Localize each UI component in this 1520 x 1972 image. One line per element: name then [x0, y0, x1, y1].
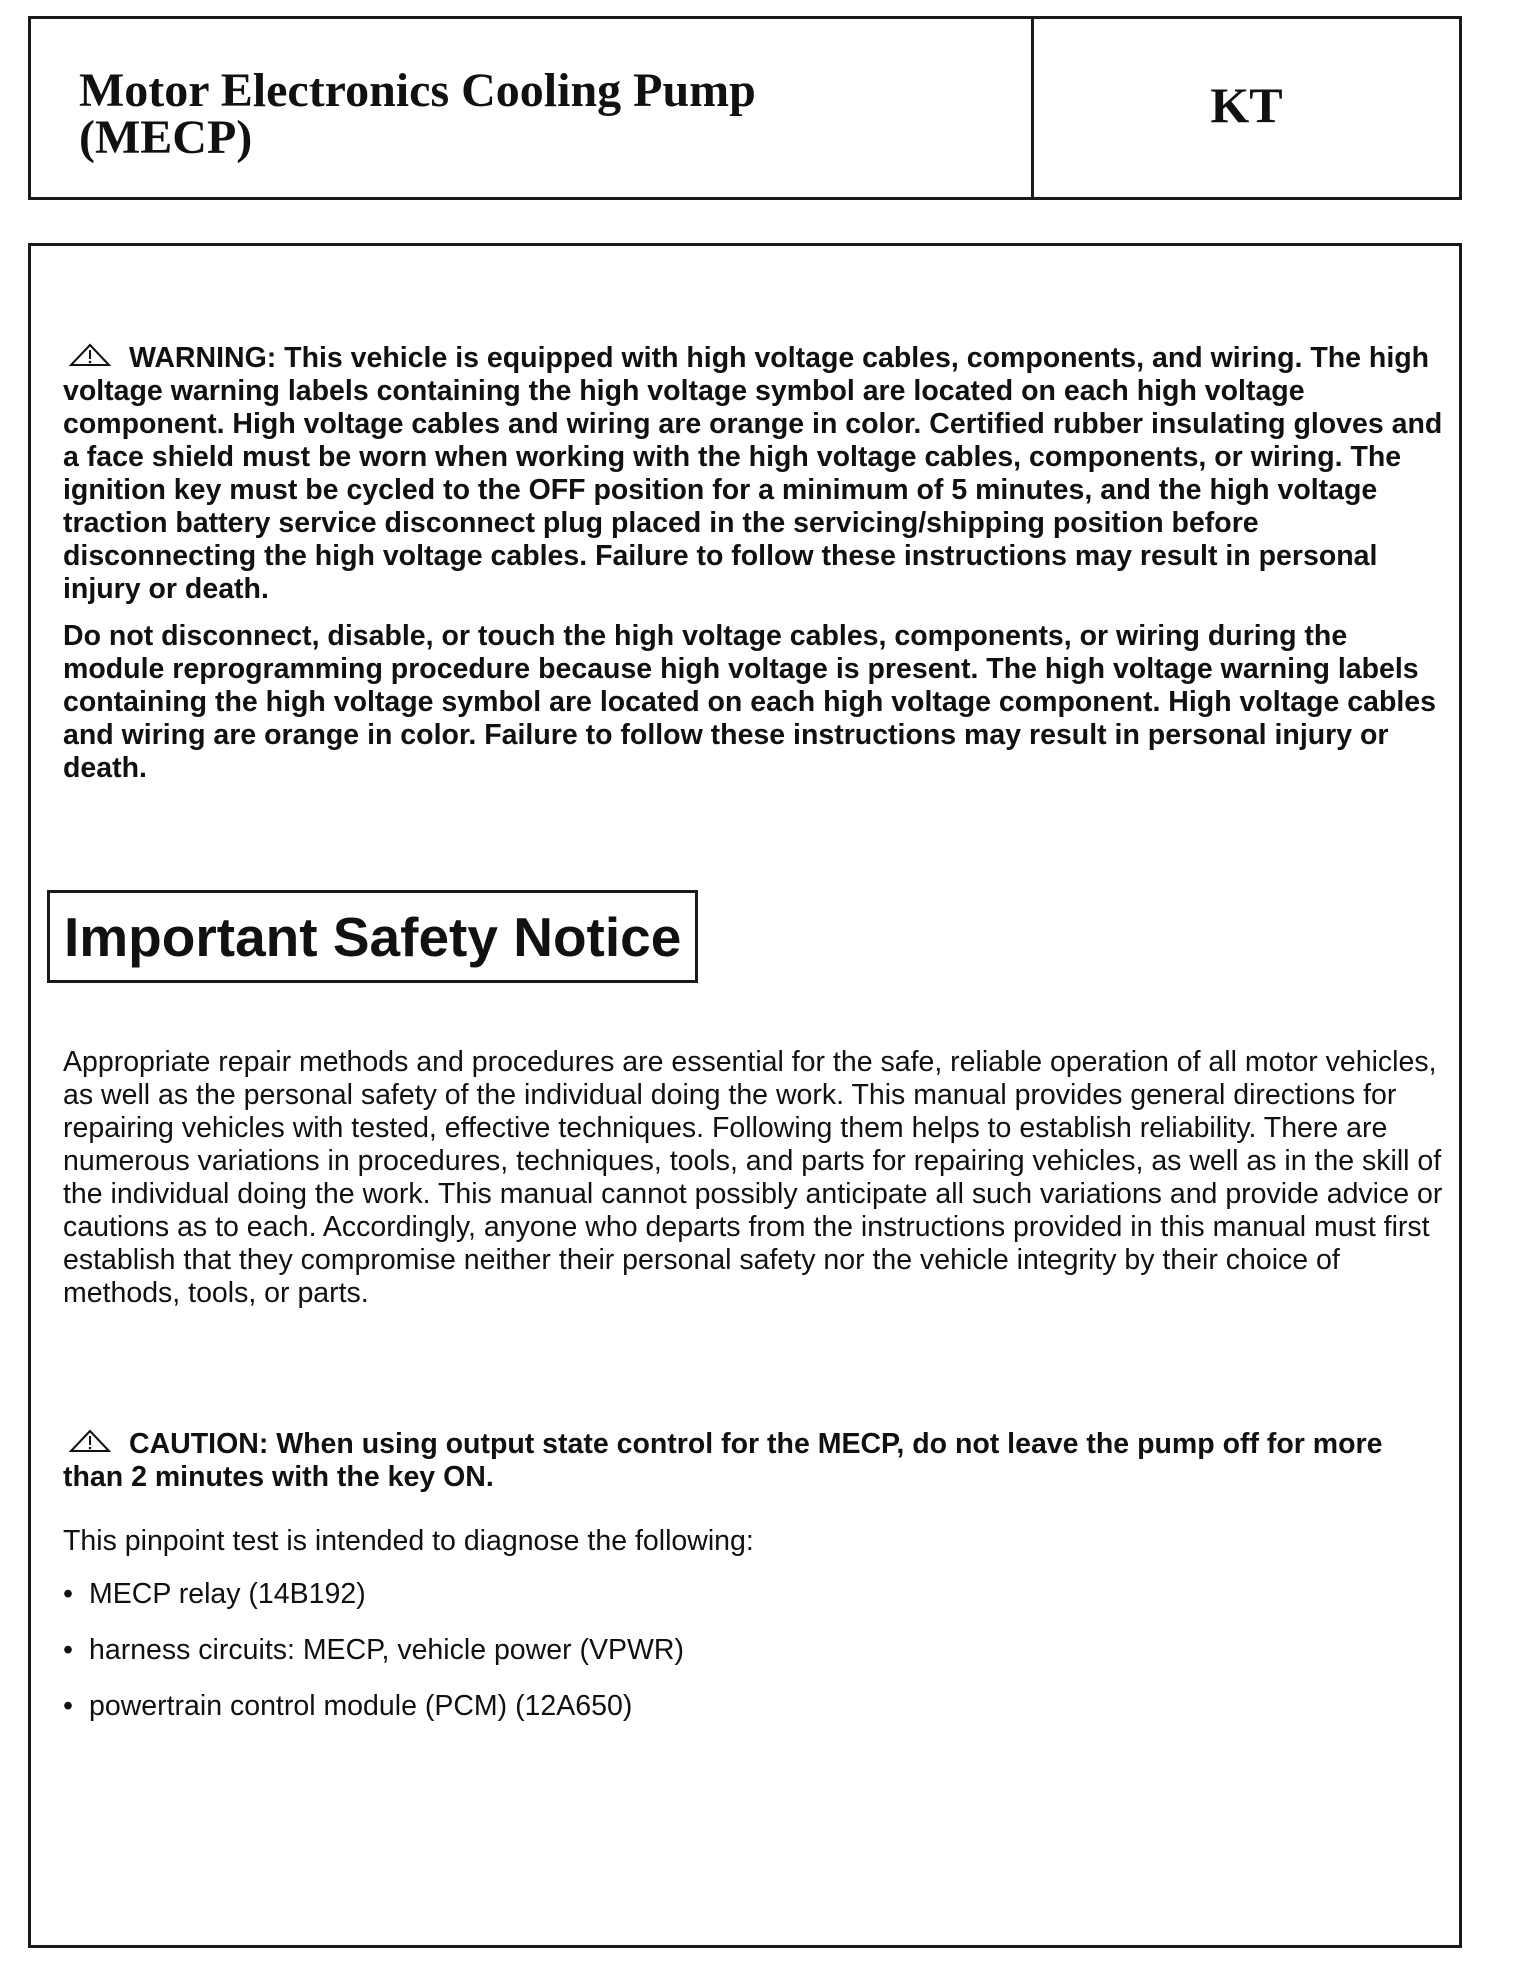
- header-code-cell: [1034, 19, 1459, 197]
- bullet-icon: •: [63, 1578, 73, 1610]
- list-item: [63, 1578, 684, 1634]
- pinpoint-list: [63, 1578, 684, 1746]
- warning-triangle-icon: [69, 343, 111, 367]
- warning-paragraph: [63, 342, 1443, 606]
- list-item-text: harness circuits: MECP, vehicle power (VPWR): [89, 1634, 684, 1666]
- caution-paragraph: [63, 1428, 1443, 1494]
- warning-block-2: [63, 620, 1443, 785]
- list-item-text: powertrain control module (PCM) (12A650): [89, 1690, 633, 1722]
- safety-notice-title-box: [47, 890, 698, 983]
- page-title-line2: (MECP): [79, 111, 253, 164]
- warning-label: WARNING:: [129, 342, 277, 374]
- warning-block: [63, 342, 1443, 606]
- list-item: [63, 1634, 684, 1690]
- bullet-icon: •: [63, 1690, 73, 1722]
- pinpoint-intro: This pinpoint test is intended to diagnose the following:: [63, 1525, 754, 1557]
- safety-notice-title: Important Safety Notice: [64, 906, 682, 968]
- content-box: [28, 243, 1462, 1948]
- caution-label: CAUTION:: [129, 1428, 269, 1460]
- caution-block: [63, 1428, 1443, 1494]
- bullet-icon: •: [63, 1634, 73, 1666]
- section-code: KT: [1210, 77, 1283, 133]
- warning-paragraph-2: Do not disconnect, disable, or touch the high voltage cables, components, or wiring during the module reprogramming procedure because high voltage is present. The high voltage warning labels containing the high voltage symbol are located on each high voltage component. High voltage cables and wiring are orange in color. Failure to follow these instructions may result in personal injury or death.: [63, 620, 1436, 784]
- caution-triangle-icon: [69, 1429, 111, 1453]
- caution-text: When using output state control for the MECP, do not leave the pump off for more than 2 minutes with the key ON.: [63, 1428, 1383, 1493]
- warning-text: This vehicle is equipped with high voltage cables, components, and wiring. The high voltage warning labels containing the high voltage symbol are located on each high voltage component. High voltage cables and wiring are orange in color. Certified rubber insulating gloves and a face shield must be worn when working with the high voltage cables, components, or wiring. The ignition key must be cycled to the OFF position for a minimum of 5 minutes, and the high voltage traction battery service disconnect plug placed in the servicing/shipping position before disconnecting the high voltage cables. Failure to follow these instructions may result in personal injury or death.: [63, 342, 1443, 605]
- list-item: [63, 1690, 684, 1746]
- header-title-cell: [31, 19, 1034, 197]
- header-box: [28, 16, 1462, 200]
- page-title: [79, 64, 1031, 164]
- safety-notice-text: Appropriate repair methods and procedures are essential for the safe, reliable operation of all motor vehicles, as well as the personal safety of the individual doing the work. This manual provides general directions for repairing vehicles with tested, effective techniques. Following them helps to establish reliability. There are numerous variations in procedures, techniques, tools, and parts for repairing vehicles, as well as in the skill of the individual doing the work. This manual cannot possibly anticipate all such variations and provide advice or cautions as to each. Accordingly, anyone who departs from the instructions provided in this manual must first establish that they compromise neither their personal safety nor the vehicle integrity by their choice of methods, tools, or parts.: [63, 1046, 1443, 1309]
- list-item-text: MECP relay (14B192): [89, 1578, 366, 1610]
- page-title-line1: Motor Electronics Cooling Pump: [79, 64, 756, 117]
